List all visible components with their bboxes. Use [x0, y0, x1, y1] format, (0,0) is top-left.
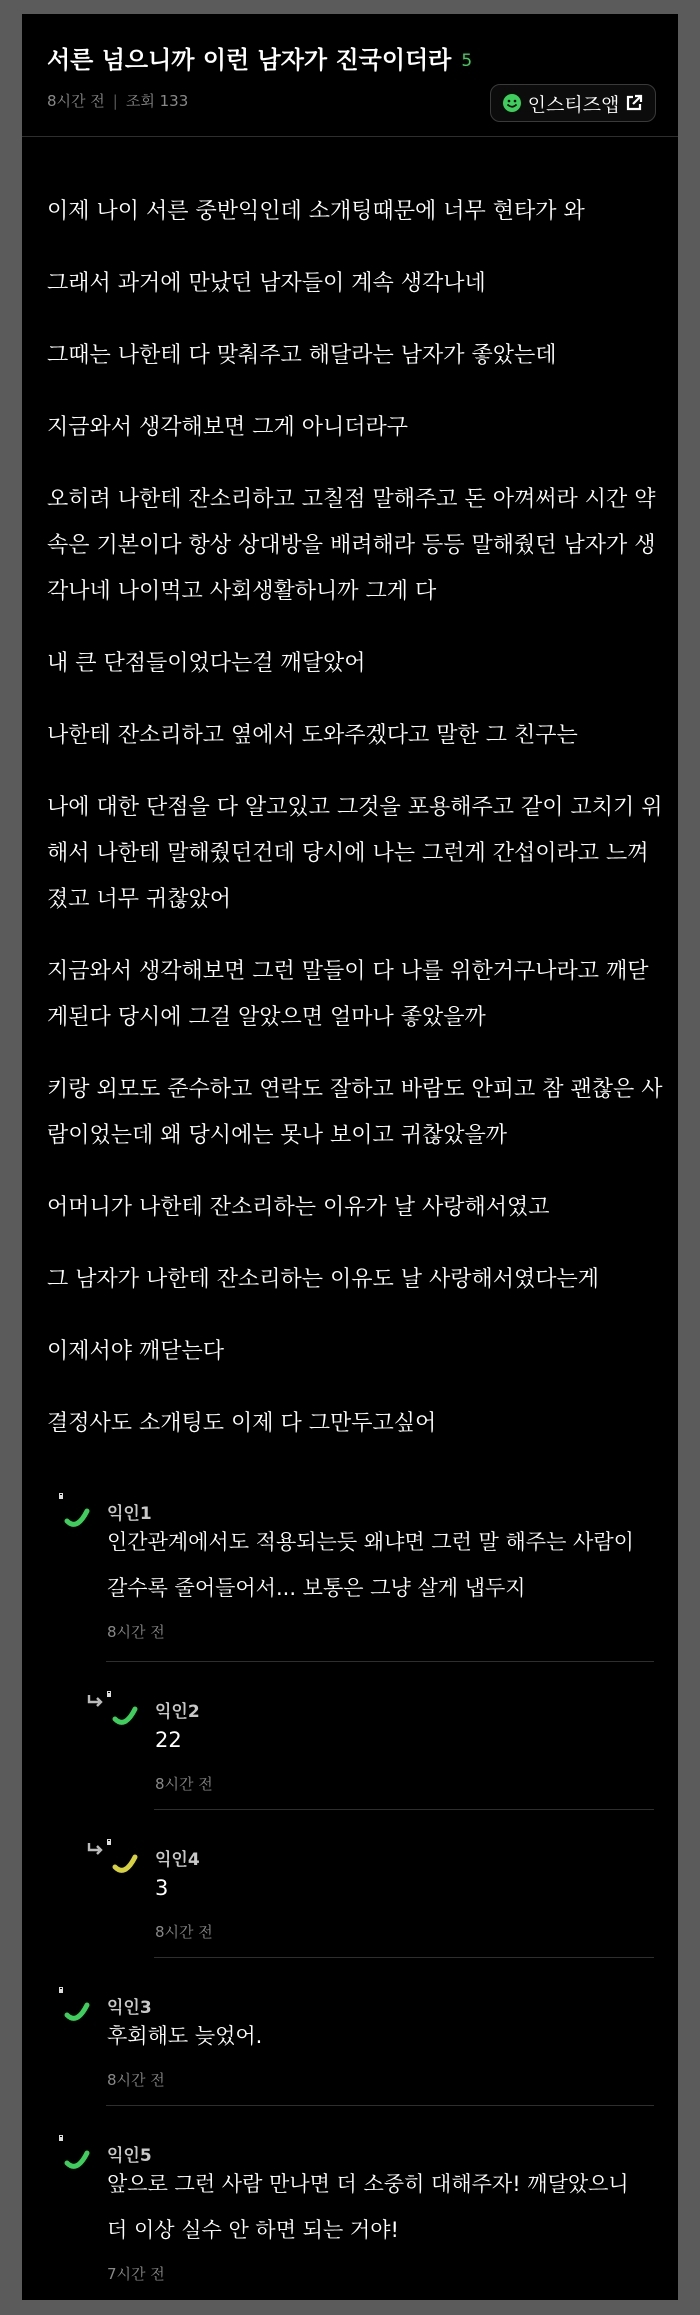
body-paragraph: 이제 나이 서른 중반익인데 소개팅때문에 너무 현타가 와: [47, 199, 585, 224]
avatar-icon: [57, 1491, 97, 1531]
comment: [22, 1479, 678, 1659]
comment-divider: [106, 2105, 654, 2106]
body-paragraph: 그 남자가 나한테 잔소리하는 이유도 날 사랑해서였다는게: [47, 1267, 600, 1292]
post-time: 8시간 전: [47, 92, 105, 110]
post-meta: [47, 90, 188, 111]
comment-author[interactable]: 익인2: [155, 1702, 200, 1722]
comment-time: 8시간 전: [107, 2071, 165, 2089]
body-paragraph: 내 큰 단점들이었다는걸 깨달았어: [47, 651, 366, 676]
body-paragraph: 지금와서 생각해보면 그런 말들이 다 나를 위한거구나라고 깨닫게된다 당시에 그걸 알았으면 얼마나 좋았을까: [47, 959, 649, 1030]
comment-text: 갈수록 줄어들어서... 보통은 그냥 살게 냅두지: [107, 1576, 526, 1600]
body-paragraph: 그래서 과거에 만났던 남자들이 계속 생각나네: [47, 271, 486, 296]
open-app-label: 인스티즈앱: [527, 93, 620, 116]
comment-text: 더 이상 실수 안 하면 되는 거야!: [107, 2218, 399, 2242]
comment-divider: [154, 1809, 654, 1810]
comment-author[interactable]: 익인1: [107, 1504, 152, 1524]
comment-time: 8시간 전: [107, 1623, 165, 1641]
avatar-icon: [105, 1837, 145, 1877]
comment-text: 앞으로 그런 사람 만나면 더 소중히 대해주자! 깨달았으니: [107, 2172, 629, 2196]
body-paragraph: 오히려 나한테 잔소리하고 고칠점 말해주고 돈 아껴써라 시간 약속은 기본이다 항상 상대방을 배려해라 등등 말해줬던 남자가 생각나네 나이먹고 사회생활하니까 그게 다: [47, 487, 656, 604]
body-paragraph: 키랑 외모도 준수하고 연락도 잘하고 바람도 안피고 참 괜찮은 사람이었는데 왜 당시에는 못나 보이고 귀찮았을까: [47, 1077, 663, 1148]
comment-text: 인간관계에서도 적용되는듯 왜냐면 그런 말 해주는 사람이: [107, 1530, 634, 1554]
comment-divider: [154, 1957, 654, 1958]
body-paragraph: 어머니가 나한테 잔소리하는 이유가 날 사랑해서였고: [47, 1195, 550, 1220]
body-paragraph: 나한테 잔소리하고 옆에서 도와주겠다고 말한 그 친구는: [47, 723, 578, 748]
avatar-icon: [57, 1985, 97, 2025]
post-header: [22, 14, 678, 137]
meta-separator: |: [112, 92, 118, 110]
comment-text: 3: [155, 1876, 169, 1900]
comment-divider: [106, 1661, 654, 1662]
body-paragraph: 이제서야 깨닫는다: [47, 1339, 225, 1364]
body-paragraph: 나에 대한 단점을 다 알고있고 그것을 포용해주고 같이 고치기 위해서 나한테 말해줬던건데 당시에 나는 그런게 간섭이라고 느껴졌고 너무 귀찮았어: [47, 795, 663, 912]
reply-arrow-icon: [87, 1694, 105, 1708]
comment-time: 7시간 전: [107, 2265, 165, 2283]
comment-text: 22: [155, 1728, 182, 1752]
comment: [22, 2121, 678, 2300]
body-paragraph: 그때는 나한테 다 맞춰주고 해달라는 남자가 좋았는데: [47, 343, 557, 368]
body-paragraph: 결정사도 소개팅도 이제 다 그만두고싶어: [47, 1411, 437, 1436]
comment-count-badge[interactable]: 5: [461, 51, 473, 71]
post-title: [47, 40, 472, 75]
view-count: 조회 133: [125, 92, 189, 110]
open-app-button[interactable]: [490, 84, 656, 122]
post-title-text: 서른 넘으니까 이런 남자가 진국이더라: [47, 46, 452, 74]
smile-icon: [502, 93, 522, 113]
comment-author[interactable]: 익인3: [107, 1998, 152, 2018]
body-paragraph: 지금와서 생각해보면 그게 아니더라구: [47, 415, 409, 440]
avatar-icon: [57, 2133, 97, 2173]
post-body: [47, 189, 667, 1473]
comment-time: 8시간 전: [155, 1775, 213, 1793]
post-container: [22, 14, 678, 2300]
comment-author[interactable]: 익인4: [155, 1850, 200, 1870]
avatar-icon: [105, 1689, 145, 1729]
external-link-icon: [624, 93, 644, 113]
comment-time: 8시간 전: [155, 1923, 213, 1941]
reply-arrow-icon: [87, 1842, 105, 1856]
comment-author[interactable]: 익인5: [107, 2146, 152, 2166]
comment-text: 후회해도 늦었어.: [107, 2024, 263, 2048]
